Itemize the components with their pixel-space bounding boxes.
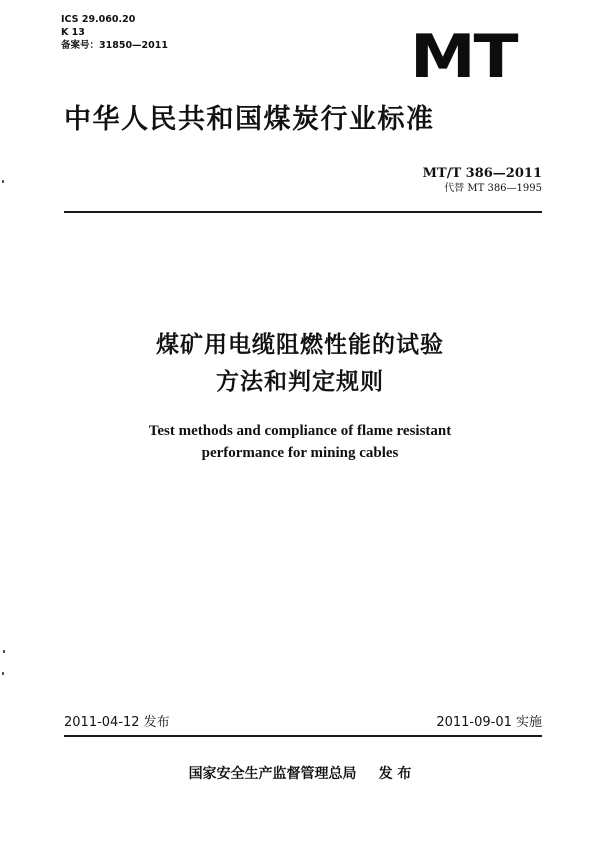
publisher-name: 国家安全生产监督管理总局 <box>188 766 357 782</box>
replaces-standard: 代替 MT 386—1995 <box>444 183 542 194</box>
standard-metadata <box>61 13 168 52</box>
classification-code: K 13 <box>61 27 85 38</box>
scan-speck <box>2 672 4 675</box>
title-en-line2: performance for mining cables <box>201 445 399 461</box>
record-number: 备案号：31850—2011 <box>61 40 168 51</box>
title-en-line1: Test methods and compliance of flame resistant <box>148 423 452 439</box>
title-cn-line1: 煤矿用电缆阻燃性能的试验 <box>156 332 444 358</box>
scan-speck <box>3 650 5 653</box>
footer-divider <box>64 735 542 737</box>
implementation-date: 2011-09-01 实施 <box>436 715 542 730</box>
scan-speck <box>2 180 4 183</box>
issue-date: 2011-04-12 发布 <box>64 715 170 730</box>
mt-logo: MT <box>410 22 517 92</box>
ics-code: ICS 29.060.20 <box>61 14 136 25</box>
standard-category-title: 中华人民共和国煤炭行业标准 <box>64 104 435 135</box>
title-cn-line2: 方法和判定规则 <box>216 369 384 395</box>
standard-number: MT/T 386—2011 <box>422 166 542 181</box>
publisher <box>0 765 600 783</box>
header-divider <box>64 211 542 213</box>
publish-action: 发 布 <box>378 766 412 782</box>
